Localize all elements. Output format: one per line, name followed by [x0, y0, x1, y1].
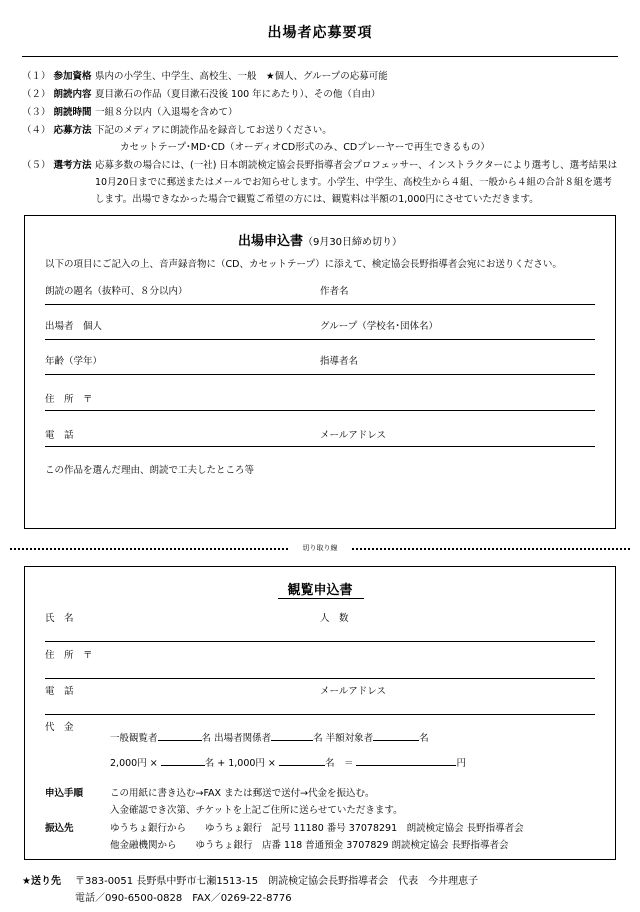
requirement-5-text-3: します。出場できなかった場合で観覧ご希望の方には、観覧料は半額の1,000円にさせていただきます。 — [95, 194, 539, 205]
transfer-label: 振込先 — [45, 823, 74, 834]
requirement-label: 参加資格 — [53, 71, 92, 82]
entry-phone-label: 電 話 — [45, 430, 74, 441]
viewer-email-label: メールアドレス — [320, 686, 387, 697]
age-label: 年齢（学年） — [45, 356, 103, 367]
viewer-name-input-line[interactable] — [45, 641, 595, 642]
requirement-label: 応募方法 — [53, 125, 92, 136]
half-price-label: 半額対象者 — [325, 733, 374, 744]
requirement-num: （４） — [22, 125, 51, 136]
requirement-1 — [22, 68, 92, 82]
requirement-label: 朗読内容 — [53, 89, 92, 100]
requirement-num: （５） — [22, 160, 51, 171]
entry-form-instruction: 以下の項目にご記入の上、音声録音物に（CD、カセットテープ）に添えて、検定協会長野指導者会宛にお送りください。 — [45, 259, 562, 270]
procedure-label: 申込手順 — [45, 788, 84, 799]
requirement-2 — [22, 86, 92, 100]
half-count-unit: 名 — [419, 733, 429, 744]
entry-email-label: メールアドレス — [320, 430, 387, 441]
entry-form-heading — [0, 230, 640, 249]
requirement-num: （３） — [22, 107, 51, 118]
performer-label: 出場者 個人 — [45, 321, 103, 332]
requirement-5-text-2: 10月20日までに郵送またはメールでお知らせします。小学生、中学生、高校生から４組、一般から４組の合計８組を選考 — [95, 177, 612, 188]
half-count-blank[interactable] — [373, 730, 419, 741]
fee-row-calc — [110, 755, 466, 769]
equals-sign: 名 ＝ — [324, 758, 354, 769]
cut-line-right — [352, 548, 630, 550]
performer-input-line[interactable] — [45, 339, 595, 340]
full-price-count-blank[interactable] — [161, 755, 205, 766]
reason-label: この作品を選んだ理由、朗読で工夫したところ等 — [45, 465, 255, 476]
fee-label: 代 金 — [45, 722, 74, 733]
send-to-label: ★送り先 — [22, 876, 61, 887]
requirement-label: 朗読時間 — [53, 107, 92, 118]
general-count-unit: 名 — [201, 733, 212, 744]
full-price-multiplier: 2,000円 × — [110, 758, 158, 769]
cut-line-label: 切り取り線 — [302, 544, 338, 552]
entry-address-label: 住 所 〒 — [45, 394, 93, 405]
procedure-line-2: 入金確認でき次第、チケットを上記ご住所に送らせていただきます。 — [110, 805, 403, 816]
work-title-label: 朗読の題名（抜粋可、８分以内） — [45, 286, 188, 297]
general-viewer-label: 一般観覧者 — [110, 733, 158, 744]
entry-address-input-line[interactable] — [45, 410, 595, 411]
entry-form-deadline: （9月30日締め切り） — [302, 237, 403, 248]
viewing-title-underline — [278, 598, 364, 599]
viewer-phone-label: 電 話 — [45, 686, 74, 697]
requirement-num: （２） — [22, 89, 51, 100]
fee-row-counts — [110, 730, 429, 744]
page-title: 出場者応募要項 — [267, 25, 373, 41]
entry-phone-input-line[interactable] — [45, 446, 595, 447]
half-price-count-blank[interactable] — [279, 755, 325, 766]
half-price-multiplier: 名 + 1,000円 × — [204, 758, 276, 769]
requirement-1-text: 県内の小学生、中学生、高校生、一般 ★個人、グループの応募可能 — [95, 71, 388, 82]
title-divider — [22, 56, 618, 57]
requirement-4-text: 下記のメディアに朗読作品を録音してお送りください。 — [95, 125, 332, 136]
viewer-address-input-line[interactable] — [45, 678, 595, 679]
requirement-2-text: 夏目漱石の作品（夏目漱石没後 100 年にあたり）、その他（自由） — [95, 89, 381, 100]
general-count-blank[interactable] — [158, 730, 202, 741]
transfer-line-1: ゆうちょ銀行から ゆうちょ銀行 記号 11180 番号 37078291 朗読検定協会 長野指導者会 — [110, 823, 524, 834]
send-to-contact: 電話／090-6500-0828 FAX／0269-22-8776 — [75, 893, 292, 904]
viewer-phone-input-line[interactable] — [45, 714, 595, 715]
viewing-form-title: 観覧申込書 — [287, 583, 353, 598]
yen-unit: 円 — [456, 758, 466, 769]
requirement-5-text-1: 応募多数の場合には、(一社) 日本朗読検定協会長野指導者会プロフェッサー、インストラクターにより選考し、選考結果は — [95, 160, 618, 171]
transfer-line-2: 他金融機関から ゆうちょ銀行 店番 118 普通預金 3707829 朗読検定協会 長野指導者会 — [110, 840, 509, 851]
viewer-address-label: 住 所 〒 — [45, 650, 93, 661]
requirement-4 — [22, 122, 92, 136]
requirement-5 — [22, 157, 92, 171]
group-label: グループ（学校名･団体名） — [320, 321, 438, 332]
instructor-label: 指導者名 — [320, 356, 359, 367]
author-label: 作者名 — [320, 286, 349, 297]
related-count-unit: 名 — [313, 733, 323, 744]
total-amount-blank[interactable] — [356, 755, 456, 766]
related-count-blank[interactable] — [271, 730, 313, 741]
send-to-address: 〒383-0051 長野県中野市七瀬1513-15 朗読検定協会長野指導者会 代表 今井理恵子 — [75, 876, 479, 887]
entry-form-title: 出場申込書 — [237, 234, 303, 249]
requirement-3-text: 一組８分以内（入退場を含めて） — [95, 107, 238, 118]
work-title-input-line[interactable] — [45, 304, 595, 305]
people-count-label: 人 数 — [320, 613, 349, 624]
requirement-label: 選考方法 — [53, 160, 92, 171]
age-input-line[interactable] — [45, 374, 595, 375]
related-viewer-label: 出場者関係者 — [214, 733, 272, 744]
requirement-3 — [22, 104, 92, 118]
cut-line-left — [10, 548, 288, 550]
viewer-name-label: 氏 名 — [45, 613, 74, 624]
requirement-4-media: カセットテープ･MD･CD（オーディオCD形式のみ、CDプレーヤーで再生できるもの） — [120, 142, 490, 153]
procedure-line-1: この用紙に書き込む→FAX または郵送で送付→代金を振込む。 — [110, 788, 375, 799]
requirement-num: （１） — [22, 71, 51, 82]
